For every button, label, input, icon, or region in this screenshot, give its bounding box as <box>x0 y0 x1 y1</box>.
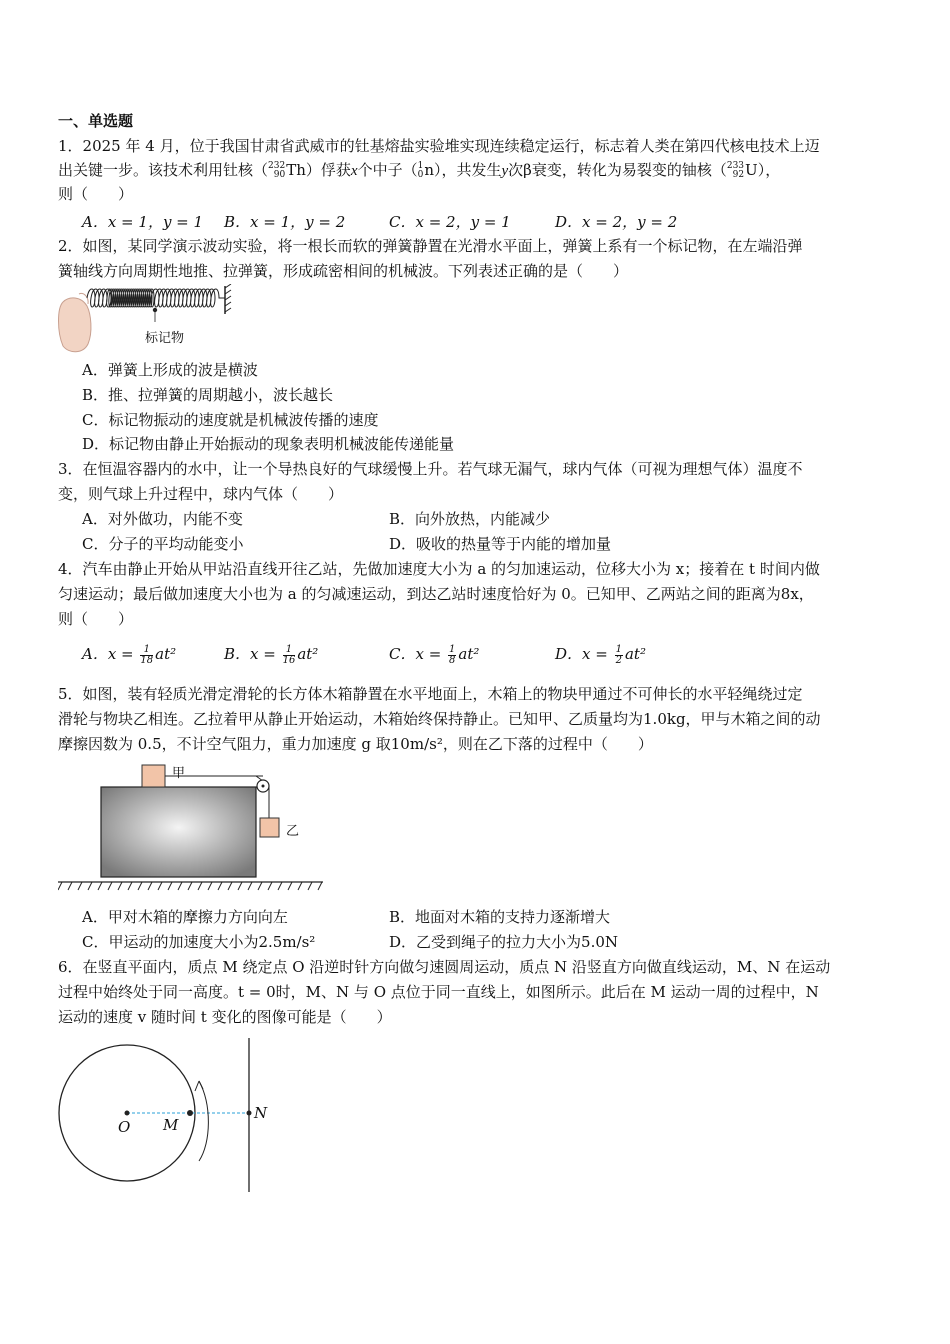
q5-option-a[interactable]: A．甲对木箱的摩擦力方向向左 <box>82 908 288 926</box>
q2-line1: 2．如图，某同学演示波动实验，将一根长而软的弹簧静置在光滑水平面上，弹簧上系有一个标记物，在左端沿弹 <box>58 237 803 255</box>
q4-option-a[interactable]: A．x = $\frac{1}{18}$ at² <box>82 643 177 666</box>
spring-icon <box>87 289 225 307</box>
point-M <box>187 1110 193 1116</box>
q4-line1: 4．汽车由静止开始从甲站沿直线开往乙站，先做加速度大小为 a 的匀加速运动，位移大小为 x；接着在 t 时间内做 <box>58 560 820 578</box>
q1-line1: 1．2025 年 4 月，位于我国甘肃省武威市的钍基熔盐实验堆实现连续稳定运行，标志着人类在第四代核电技术上迈 <box>58 137 820 155</box>
q6-line2: 过程中始终处于同一高度。t = 0时，M、N 与 O 点位于同一直线上，如图所示。此后在 M 运动一周的过程中，N <box>58 983 819 1001</box>
q4-line2: 匀速运动；最后做加速度大小也为 a 的匀减速运动，到达乙站时速度恰好为 0。已知甲、乙两站之间的距离为8x， <box>58 585 814 603</box>
q2-option-d[interactable]: D．标记物由静止开始振动的现象表明机械波能传递能量 <box>82 435 455 453</box>
q4-option-b[interactable]: B．x = $\frac{1}{16}$ at² <box>224 643 319 666</box>
n-nucleus-sup: 1 0 <box>417 161 424 180</box>
section-title: 一、单选题 <box>58 112 134 130</box>
q2-option-b[interactable]: B．推、拉弹簧的周期越小，波长越长 <box>82 386 334 404</box>
q4-option-d[interactable]: D．x = $\frac{1}{2}$ at² <box>555 643 646 666</box>
q3-option-d[interactable]: D．吸收的热量等于内能的增加量 <box>389 535 612 553</box>
q5-option-c[interactable]: C．甲运动的加速度大小为2.5m/s² <box>82 933 316 951</box>
q1-line2: 出关键一步。该技术利用钍核（ 232 90 Th）俘获x个中子（ 1 0 n），共发生y次β衰变，转化为易裂变的铀核（ 233 92 U）， <box>58 161 781 180</box>
q1-option-a[interactable]: A．x = 1，y = 1 <box>82 213 204 231</box>
block-jia <box>142 765 165 787</box>
wooden-box <box>101 787 256 877</box>
q3-option-b[interactable]: B．向外放热，内能减少 <box>389 510 551 528</box>
block-yi <box>260 818 279 837</box>
circular-motion-figure <box>55 1035 275 1195</box>
hand-icon <box>59 298 91 352</box>
q3-line2: 变，则气球上升过程中，球内气体（ ） <box>58 485 344 503</box>
q5-line1: 5．如图，装有轻质光滑定滑轮的长方体木箱静置在水平地面上，木箱上的物块甲通过不可伸长的水平轻绳绕过定 <box>58 685 803 703</box>
q5-option-b[interactable]: B．地面对木箱的支持力逐渐增大 <box>389 908 611 926</box>
q2-line2: 簧轴线方向周期性地推、拉弹簧，形成疏密相间的机械波。下列表述正确的是（ ） <box>58 262 629 280</box>
q2-option-a[interactable]: A．弹簧上形成的波是横波 <box>82 361 258 379</box>
th-nucleus-sup: 232 90 <box>268 161 286 180</box>
ccw-arrow-icon <box>199 1081 208 1161</box>
label-N: N <box>254 1104 268 1122</box>
q3-line1: 3．在恒温容器内的水中，让一个导热良好的气球缓慢上升。若气球无漏气，球内气体（可视为理想气体）温度不 <box>58 460 803 478</box>
q3-option-a[interactable]: A．对外做功，内能不变 <box>82 510 243 528</box>
q4-option-c[interactable]: C．x = $\frac{1}{8}$ at² <box>389 643 480 666</box>
marker-label: 标记物 <box>145 331 185 346</box>
q6-line3: 运动的速度 v 随时间 t 变化的图像可能是（ ） <box>58 1008 392 1026</box>
label-jia: 甲 <box>172 766 186 781</box>
label-O: O <box>118 1118 131 1136</box>
q6-line1: 6．在竖直平面内，质点 M 绕定点 O 沿逆时针方向做匀速圆周运动，质点 N 沿竖直方向做直线运动，M、N 在运动 <box>58 958 831 976</box>
q5-line3: 摩擦因数为 0.5，不计空气阻力，重力加速度 g 取10m/s²，则在乙下落的过程中（ ） <box>58 735 653 753</box>
point-O <box>125 1111 130 1116</box>
q4-line3: 则（ ） <box>58 610 134 628</box>
label-M: M <box>163 1116 179 1134</box>
q5-line2: 滑轮与物块乙相连。乙拉着甲从静止开始运动，木箱始终保持静止。已知甲、乙质量均为1.0kg，甲与木箱之间的动 <box>58 710 821 728</box>
q1-option-c[interactable]: C．x = 2，y = 1 <box>389 213 511 231</box>
q1-option-b[interactable]: B．x = 1，y = 2 <box>224 213 346 231</box>
q1-line3: 则（ ） <box>58 185 134 203</box>
q3-option-c[interactable]: C．分子的平均动能变小 <box>82 535 244 553</box>
u-nucleus-sup: 233 92 <box>726 161 745 180</box>
q5-option-d[interactable]: D．乙受到绳子的拉力大小为5.0N <box>389 933 619 951</box>
q1-option-d[interactable]: D．x = 2，y = 2 <box>555 213 678 231</box>
q2-option-c[interactable]: C．标记物振动的速度就是机械波传播的速度 <box>82 411 379 429</box>
label-yi: 乙 <box>286 824 300 839</box>
